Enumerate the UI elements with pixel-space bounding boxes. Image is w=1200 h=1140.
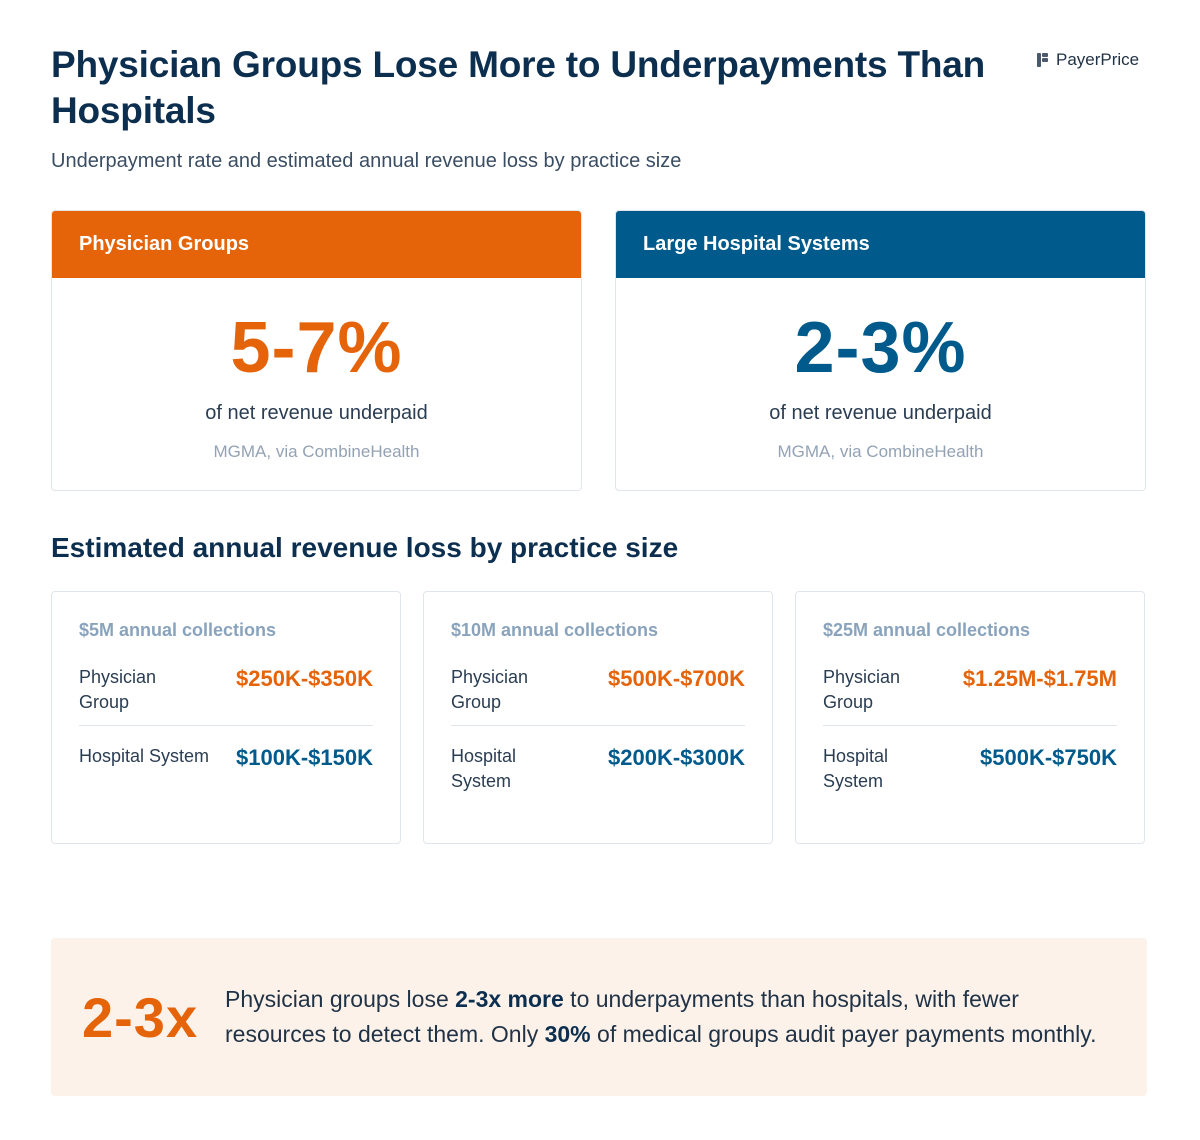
page-subtitle: Underpayment rate and estimated annual revenue loss by practice size [51,150,682,172]
loss-card-10m [423,591,773,844]
physician-value: $500K-$700K [608,666,745,691]
stat-card-heading: Physician Groups [52,211,581,278]
loss-card-25m [795,591,1145,844]
loss-card-heading: $10M annual collections [451,620,659,640]
stat-source: MGMA, via CombineHealth [213,442,420,461]
physician-row [79,665,373,726]
stat-value: 5-7% [230,308,403,388]
physician-label: Physician Group [79,667,157,712]
hospital-systems-card [615,210,1146,491]
loss-card-heading: $5M annual collections [79,620,277,640]
stat-value: 2-3% [794,308,967,388]
loss-cards [51,591,1147,844]
hospital-row [79,726,373,770]
stat-card-body [52,278,581,462]
stat-cards [51,210,1147,491]
stat-description: of net revenue underpaid [205,402,428,424]
hospital-row [823,726,1117,794]
stat-description: of net revenue underpaid [769,402,992,424]
hospital-value: $100K-$150K [236,745,373,770]
callout-text-part: to underpayments than hospitals, with fewer resources to detect them. Only [225,986,1019,1047]
physician-groups-card [51,210,582,491]
loss-card-5m [51,591,401,844]
physician-row [451,665,745,726]
hospital-value: $500K-$750K [980,745,1117,770]
brand-logo[interactable] [1037,50,1139,70]
header [51,42,1151,173]
callout-banner [51,938,1147,1096]
stat-card-body [616,278,1145,462]
page-title: Physician Groups Lose More to Underpayments Than Hospitals [51,44,986,131]
callout-text-part: Physician groups lose [225,986,456,1012]
brand-logo-icon [1037,53,1049,67]
brand-name: PayerPrice [1056,50,1140,69]
callout-text [225,982,1105,1052]
stat-card-heading: Large Hospital Systems [616,211,1145,278]
callout-emphasis: 2-3x more [455,986,564,1012]
section-title: Estimated annual revenue loss by practice size [51,532,679,563]
hospital-label: Hospital System [451,746,517,791]
physician-label: Physician Group [823,667,901,712]
hospital-label: Hospital System [79,746,210,766]
stat-source: MGMA, via CombineHealth [777,442,984,461]
callout-text-part: of medical groups audit payer payments monthly. [590,1021,1097,1047]
hospital-value: $200K-$300K [608,745,745,770]
hospital-row [451,726,745,794]
callout-big-value: 2-3x [82,985,199,1049]
physician-value: $250K-$350K [236,666,373,691]
physician-value: $1.25M-$1.75M [962,666,1117,691]
physician-label: Physician Group [451,667,529,712]
physician-row [823,665,1117,726]
callout-emphasis: 30% [544,1021,591,1047]
loss-card-heading: $25M annual collections [823,620,1031,640]
hospital-label: Hospital System [823,746,889,791]
